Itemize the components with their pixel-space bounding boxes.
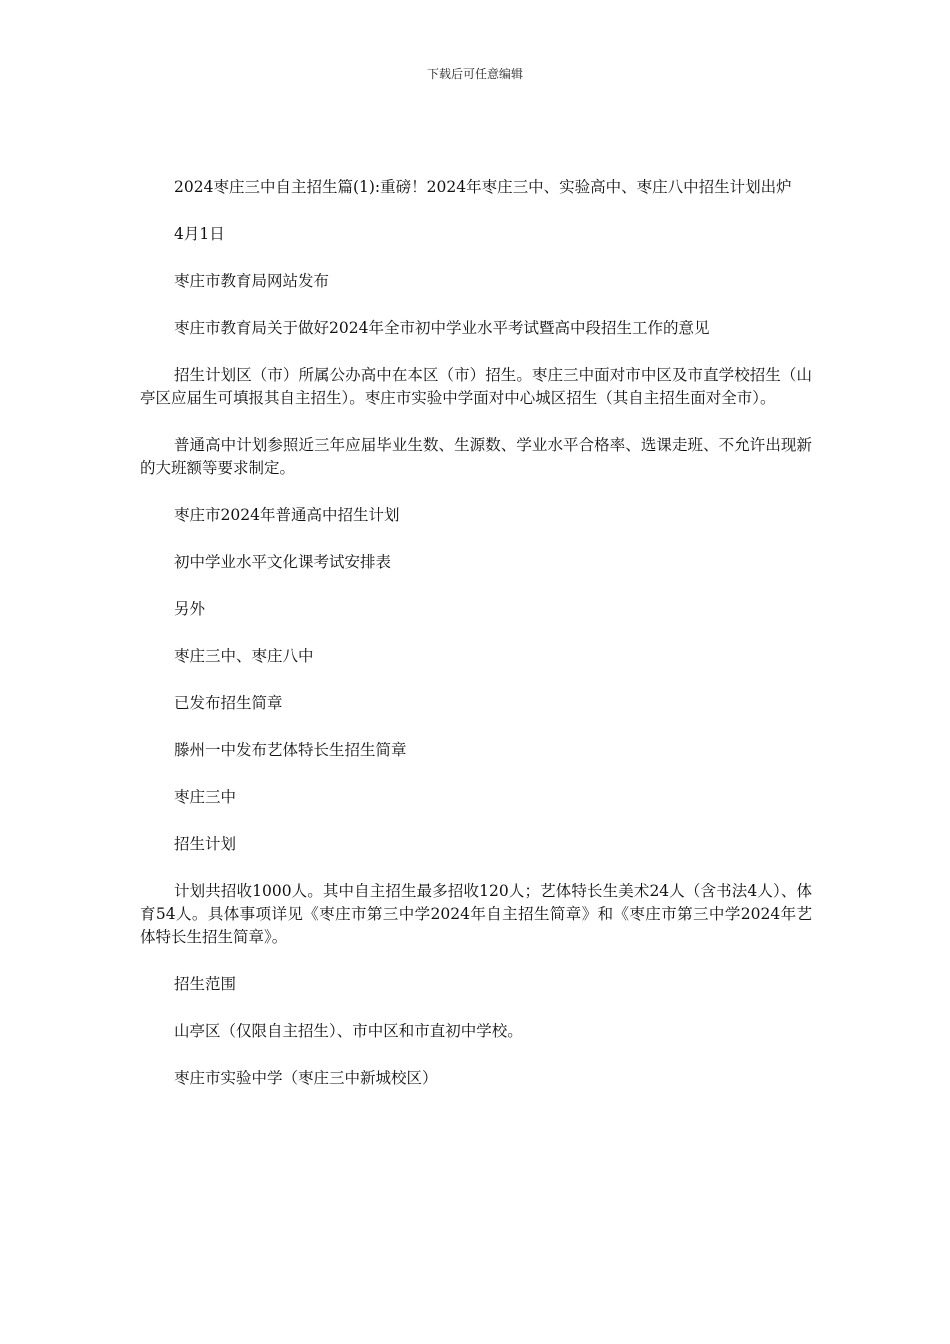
city-plan-heading: 枣庄市2024年普通高中招生计划 bbox=[174, 506, 400, 524]
notice-title-paragraph: 枣庄市教育局关于做好2024年全市初中学业水平考试暨高中段招生工作的意见 bbox=[174, 319, 710, 337]
exam-schedule-heading: 初中学业水平文化课考试安排表 bbox=[174, 553, 392, 571]
plan-heading: 招生计划 bbox=[174, 835, 237, 853]
schools-paragraph: 枣庄三中、枣庄八中 bbox=[174, 647, 314, 665]
date-paragraph: 4月1日 bbox=[174, 225, 225, 243]
scope-detail-paragraph: 山亭区（仅限自主招生）、市中区和市直初中学校。 bbox=[174, 1022, 523, 1040]
article-title-paragraph: 2024枣庄三中自主招生篇(1):重磅！2024年枣庄三中、实验高中、枣庄八中招生计划出炉 bbox=[174, 178, 792, 196]
school-heading: 枣庄三中 bbox=[174, 788, 237, 806]
source-paragraph: 枣庄市教育局网站发布 bbox=[174, 272, 330, 290]
tengzhou-brochure-paragraph: 滕州一中发布艺体特长生招生简章 bbox=[174, 741, 407, 759]
plan-detail-paragraph: 计划共招收1000人。其中自主招生最多招收120人；艺体特长生美术24人（含书法4人）、体育54人。具体事项详见《枣庄市第三中学2024年自主招生简章》和《枣庄市第三中学2024年艺体特长生招生简章》。 bbox=[140, 882, 812, 946]
enrollment-area-paragraph: 招生计划区（市）所属公办高中在本区（市）招生。枣庄三中面对市中区及市直学校招生（山亭区应届生可填报其自主招生）。枣庄市实验中学面对中心城区招生（其自主招生面对全市）。 bbox=[140, 366, 812, 407]
published-brochure-paragraph: 已发布招生简章 bbox=[174, 694, 283, 712]
document-body bbox=[140, 176, 812, 1114]
plan-basis-paragraph: 普通高中计划参照近三年应届毕业生数、生源数、学业水平合格率、选课走班、不允许出现新的大班额等要求制定。 bbox=[140, 436, 812, 477]
scope-heading: 招生范围 bbox=[174, 975, 237, 993]
additionally-paragraph: 另外 bbox=[174, 600, 206, 618]
experimental-school-heading: 枣庄市实验中学（枣庄三中新城校区） bbox=[174, 1069, 438, 1087]
page-header-note: 下载后可任意编辑 bbox=[426, 67, 523, 81]
